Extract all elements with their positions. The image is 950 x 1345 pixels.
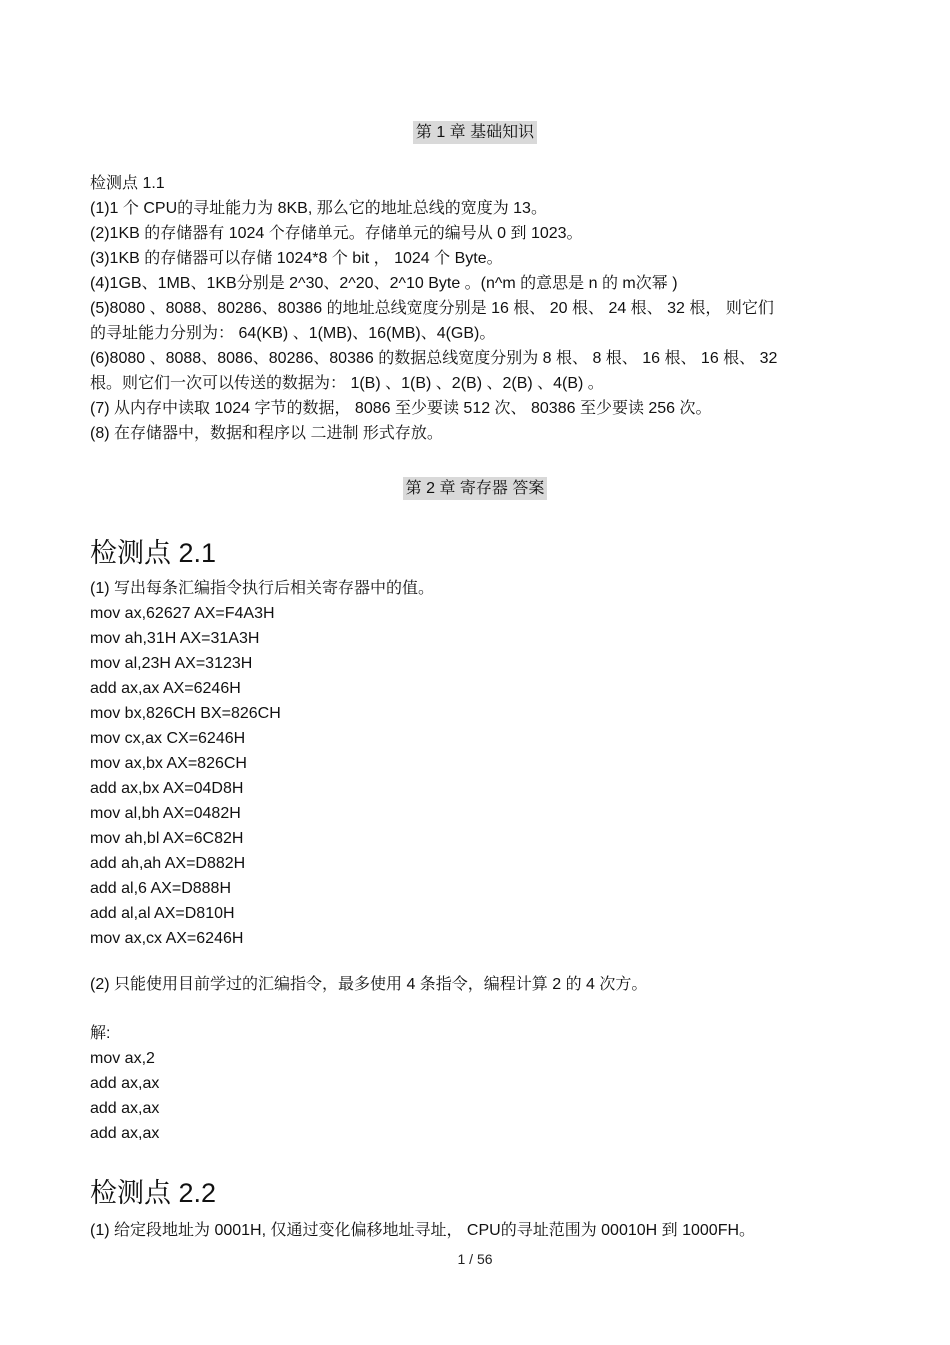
answer-line: (3)1KB 的存储器可以存储 1024*8 个 bit ， 1024 个 Byte。: [90, 250, 503, 267]
instruction-line: mov ax,bx AX=826CH: [90, 755, 247, 772]
instruction-line: mov ah,bl AX=6C82H: [90, 830, 244, 847]
solution-line: add ax,ax: [90, 1125, 160, 1142]
instruction-line: mov al,23H AX=3123H: [90, 655, 253, 672]
solution-line: add ax,ax: [90, 1100, 160, 1117]
instruction-line: mov ax,cx AX=6246H: [90, 930, 244, 947]
solution-line: add ax,ax: [90, 1075, 160, 1092]
question-text: (2) 只能使用目前学过的汇编指令，最多使用 4 条指令，编程计算 2 的 4 次方。: [90, 976, 648, 993]
instruction-line: add ax,ax AX=6246H: [90, 680, 241, 697]
answer-line: (7) 从内存中读取 1024 字节的数据， 8086 至少要读 512 次、 80386 至少要读 256 次。: [90, 400, 712, 417]
instruction-line: mov al,bh AX=0482H: [90, 805, 241, 822]
chapter-1-title-text: 第 1 章 基础知识: [413, 121, 537, 144]
answer-line: (2)1KB 的存储器有 1024 个存储单元。存储单元的编号从 0 到 1023。: [90, 225, 583, 242]
solution-label-text: 解:: [90, 1025, 111, 1042]
instruction-line: add al,al AX=D810H: [90, 905, 235, 922]
instruction-line: add ax,bx AX=04D8H: [90, 780, 244, 797]
checkpoint-2-1-heading: 检测点 2.1: [90, 538, 217, 568]
answer-line: 的寻址能力分别为： 64(KB) 、1(MB)、16(MB)、4(GB)。: [90, 325, 496, 342]
instruction-line: mov ah,31H AX=31A3H: [90, 630, 260, 647]
instruction-line: mov ax,62627 AX=F4A3H: [90, 605, 275, 622]
question-text: (1) 给定段地址为 0001H, 仅通过变化偏移地址寻址， CPU的寻址范围为 00010H 到 1000FH。: [90, 1222, 756, 1239]
answer-line: (5)8080 、8088、80286、80386 的地址总线宽度分别是 16 根、 20 根、 24 根、 32 根， 则它们: [90, 300, 774, 317]
checkpoint-2-1-question-1: [90, 576, 870, 601]
instruction-list: [90, 601, 870, 951]
answer-line: (8) 在存储器中，数据和程序以 二进制 形式存放。: [90, 425, 443, 442]
instruction-line: add ah,ah AX=D882H: [90, 855, 246, 872]
question-text: (1) 写出每条汇编指令执行后相关寄存器中的值。: [90, 580, 435, 597]
solution-code: [90, 1046, 870, 1146]
instruction-line: mov cx,ax CX=6246H: [90, 730, 246, 747]
checkpoint-1-1: [90, 171, 870, 446]
checkpoint-2-2-question-1: [90, 1218, 870, 1243]
chapter-2-title-text: 第 2 章 寄存器 答案: [403, 477, 548, 500]
chapter-2-title: [0, 475, 950, 498]
answer-line: (1)1 个 CPU的寻址能力为 8KB, 那么它的地址总线的宽度为 13。: [90, 200, 547, 217]
instruction-line: add al,6 AX=D888H: [90, 880, 231, 897]
answer-line: (4)1GB、1MB、1KB分别是 2^30、2^20、2^10 Byte 。(n^m 的意思是 n 的 m次幂 ): [90, 275, 678, 292]
solution-label: [90, 1021, 870, 1046]
instruction-line: mov bx,826CH BX=826CH: [90, 705, 281, 722]
answer-line: (6)8080 、8088、8086、80286、80386 的数据总线宽度分别为 8 根、 8 根、 16 根、 16 根、 32: [90, 350, 778, 367]
checkpoint-2-2-heading: 检测点 2.2: [90, 1178, 217, 1208]
answer-line: 根。则它们一次可以传送的数据为： 1(B) 、1(B) 、2(B) 、2(B) 、4(B) 。: [90, 375, 604, 392]
checkpoint-2-1-question-2: [90, 972, 870, 997]
checkpoint-1-1-label: 检测点 1.1: [90, 175, 165, 192]
solution-line: mov ax,2: [90, 1050, 155, 1067]
chapter-1-title: [0, 119, 950, 142]
page-number: 1 / 56: [457, 1251, 493, 1267]
